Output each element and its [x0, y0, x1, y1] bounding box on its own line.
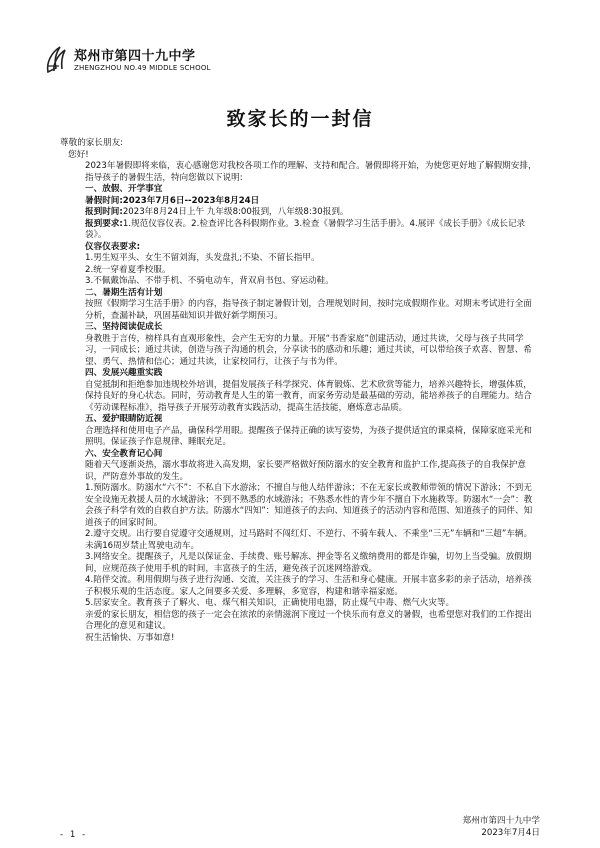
section-6-heading: 六、安全教育记心间	[85, 448, 163, 459]
section-5-text: 合理选择和使用电子产品，确保科学用眼。提醒孩子保持正确的读写姿势，为孩子提供适宜的课桌椅，保障家庭采光和照明。保证孩子作息规律、睡眠充足。	[85, 425, 532, 447]
section-2-heading: 二、暑期生活有计划	[85, 287, 163, 298]
report-time	[60, 207, 540, 219]
section-2-text: 按照《假期学习生活手册》的内容，指导孩子制定暑假计划，合理规划时间，按时完成假期作业。对期末考试进行全面分析，查漏补缺，巩固基础知识并做好新学期预习。	[85, 299, 532, 321]
signature-block	[400, 816, 540, 839]
section-5-heading: 五、爱护眼睛防近视	[85, 414, 163, 424]
school-name-cn: 郑州市第四十九中学	[74, 49, 196, 64]
appearance-heading: 仪容仪表要求:	[85, 241, 140, 252]
report-requirements-text: 1.规范仪容仪表。2.检查评比各科假期作业。3.检查《暑假学习生活手册》。4.展评《成长手册》《成长记录袋》。	[85, 218, 526, 240]
report-requirements	[60, 219, 540, 242]
salutation: 尊敬的家长朋友:	[60, 138, 124, 148]
section-3-heading: 三、坚持阅读促成长	[85, 322, 163, 332]
appearance-item: 3.不佩戴饰品、不带手机、不骑电动车，背双肩书包、穿运动鞋。	[85, 276, 334, 286]
page-title: 致家长的一封信	[226, 108, 374, 130]
section-6-intro: 随着天气逐渐炎热，溺水事故将进入高发期，家长要严格做好预防溺水的安全教育和监护工作,提高孩子的自我保护意识，严防意外事故的发生。	[85, 460, 527, 482]
page-number: - 1 -	[60, 830, 88, 840]
safety-item: 4.陪伴交流。利用假期与孩子进行沟通、交流，关注孩子的学习、生活和身心健康。开展丰富多彩的亲子活动，培养孩子积极乐观的生活态度。家人之间要多关爱、多理解，多宽容，构建和谐幸福家庭。	[85, 575, 532, 597]
section-1-heading: 一、放假、开学事宜	[85, 184, 163, 194]
appearance-item: 1.男生短平头、女生不留刘海，头发盘扎;不染、不留长指甲。	[85, 253, 320, 263]
report-time-text: 2023年8月24日上午 九年级8:00报到，八年级8:30报到。	[122, 207, 349, 217]
appearance-item: 2.统一穿着夏季校服。	[85, 264, 171, 275]
holiday-dates: 暑假时间:2023年7月6日--2023年8月24日	[85, 195, 260, 206]
school-logo	[44, 44, 68, 74]
school-header	[44, 40, 284, 80]
section-4-heading: 四、发展兴趣重实践	[85, 368, 163, 378]
signature-date: 2023年7月4日	[481, 827, 540, 838]
signature-org: 郑州市第四十九中学	[462, 816, 540, 826]
school-name-en: ZHENGZHOU NO.49 MIDDLE SCHOOL	[74, 64, 211, 72]
letter-body	[60, 138, 540, 644]
section-4-text: 自觉抵制和拒绝参加违规校外培训，提倡发展孩子科学探究、体育锻炼、艺术欣赏等能力，培养兴趣特长，增强体质，保持良好的身心状态。同时，劳动教育是人生的第一教育，而家务劳动是最基础的劳动，能培养孩子的自理能力。结合《劳动课程标准》，指导孩子开展劳动教育实践活动，提高生活技能，磨炼意志品质。	[85, 379, 532, 413]
section-3-text: 身教胜于言传，榜样具有直观形象性，会产生无穷的力量。开展“书香家庭”创建活动，通过共读，父母与孩子共同学习，一同成长；通过共读，创造与孩子沟通的机会，分享读书的感动和乐趣；通过共读，可以带给孩子欢喜、智慧、希望、勇气、热情和信心；通过共读，让家校同行，让孩子与书为伴。	[85, 333, 532, 367]
closing-paragraph: 亲爱的家长朋友，相信您的孩子一定会在浓浓的亲情滋润下度过一个快乐而有意义的暑假，也希望您对我们的工作提出合理化的意见和建议。	[85, 609, 532, 631]
intro-paragraph: 2023年暑假即将来临，衷心感谢您对我校各项工作的理解、支持和配合。暑假即将开始，为使您更好地了解假期安排，指导孩子的暑假生活，特向您做以下说明:	[85, 161, 537, 183]
safety-item: 1.预防溺水。防溺水“六不”：不私自下水游泳；不擅自与他人结伴游泳；不在无家长或教师带领的情况下游泳；不到无安全设施无救援人员的水域游泳；不到不熟悉的水域游泳；不熟悉水性的青少年不擅自下水施救等。防溺水“一会”：教会孩子科学有效的自救自护方法。防溺水“四知”：知道孩子的去向、知道孩子的活动内容和范围、知道孩子的同伴、知道孩子的回家时间。	[85, 483, 533, 528]
report-time-label: 报到时间:	[85, 207, 123, 217]
report-requirements-label: 报到要求:	[85, 218, 123, 229]
closing-wish: 祝生活愉快、万事如意!	[85, 632, 175, 643]
greeting: 您好!	[68, 149, 89, 160]
safety-item: 2.遵守交规。出行要自觉遵守交通规则，过马路时不闯红灯、不逆行、不骑车载人、不乘坐“三无”车辆和“三超”车辆。未满16周岁禁止驾驶电动车。	[85, 529, 533, 551]
safety-item: 5.居家安全。教育孩子了解火、电、煤气相关知识，正确使用电器，防止煤气中毒、燃气火灾等。	[85, 598, 455, 608]
safety-item: 3.网络安全。提醒孩子，凡是以保证金、手续费、账号解冻、押金等名义缴纳费用的都是诈骗，切勿上当受骗。放假期间，应规范孩子使用手机的时间，丰富孩子的生活，避免孩子沉迷网络游戏。	[85, 552, 532, 574]
